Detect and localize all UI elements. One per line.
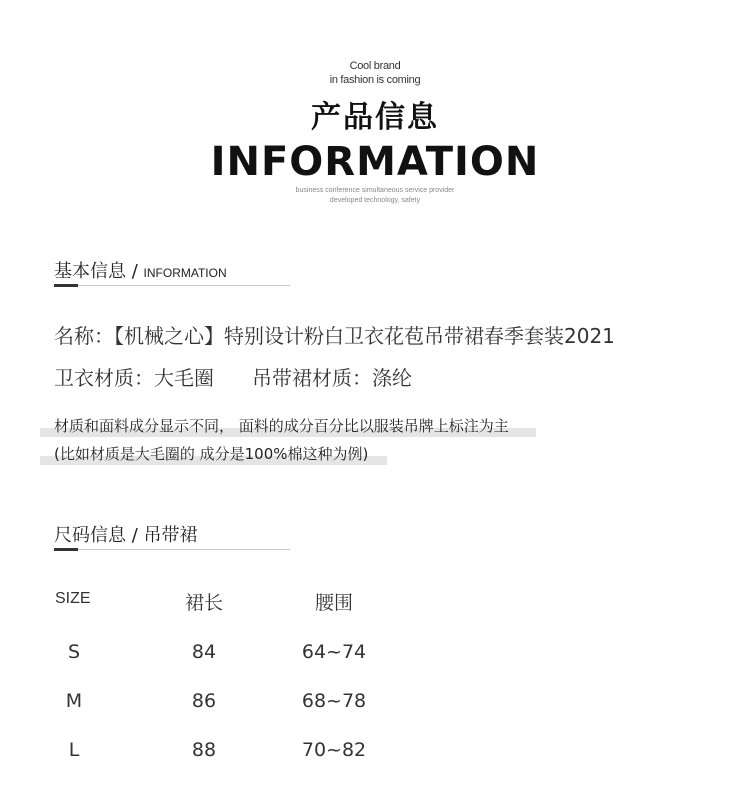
table-cell-waist: 64~74 [301, 641, 367, 663]
table-cell-length: 88 [191, 739, 217, 761]
product-name-line: 名称：【机械之心】特别设计粉白卫衣花苞吊带裙春季套装2021 [54, 324, 615, 348]
material-dress: 吊带裙材质：涤纶 [252, 366, 412, 390]
basic-info-heading-en: INFORMATION [143, 266, 227, 280]
table-cell-waist: 68~78 [301, 690, 367, 712]
size-info-divider-accent [54, 548, 78, 551]
basic-info-divider [54, 285, 290, 286]
material-hoodie: 卫衣材质：大毛圈 [54, 366, 214, 390]
table-cell-waist: 70~82 [301, 739, 367, 761]
page-title-cn: 产品信息 [311, 100, 439, 135]
material-note-line-2: (比如材质是大毛圈的 成分是100%棉这种为例) [54, 445, 369, 463]
table-cell-size: S [67, 641, 81, 663]
page-title-en: INFORMATION [210, 139, 540, 185]
table-cell-size: L [68, 739, 80, 761]
tagline-line-1: Cool brand [349, 60, 401, 72]
column-header-size: SIZE [55, 590, 91, 607]
column-header-length: 裙长 [184, 592, 223, 614]
size-info-heading: 尺码信息 / 吊带裙 [54, 525, 198, 546]
basic-info-heading [54, 257, 227, 283]
subtitle-line-1: business conference simultaneous service provider [295, 187, 455, 194]
basic-info-divider-accent [54, 284, 78, 287]
subtitle-line-2: developed technology, safety [329, 197, 421, 204]
basic-info-heading-cn: 基本信息 / [54, 261, 138, 282]
table-cell-size: M [65, 690, 83, 712]
tagline-line-2: in fashion is coming [329, 74, 421, 86]
table-cell-length: 86 [191, 690, 217, 712]
size-info-divider [54, 549, 290, 550]
material-note-line-1: 材质和面料成分显示不同， 面料的成分百分比以服装吊牌上标注为主 [54, 417, 509, 435]
table-cell-length: 84 [191, 641, 217, 663]
column-header-waist: 腰围 [314, 592, 353, 614]
